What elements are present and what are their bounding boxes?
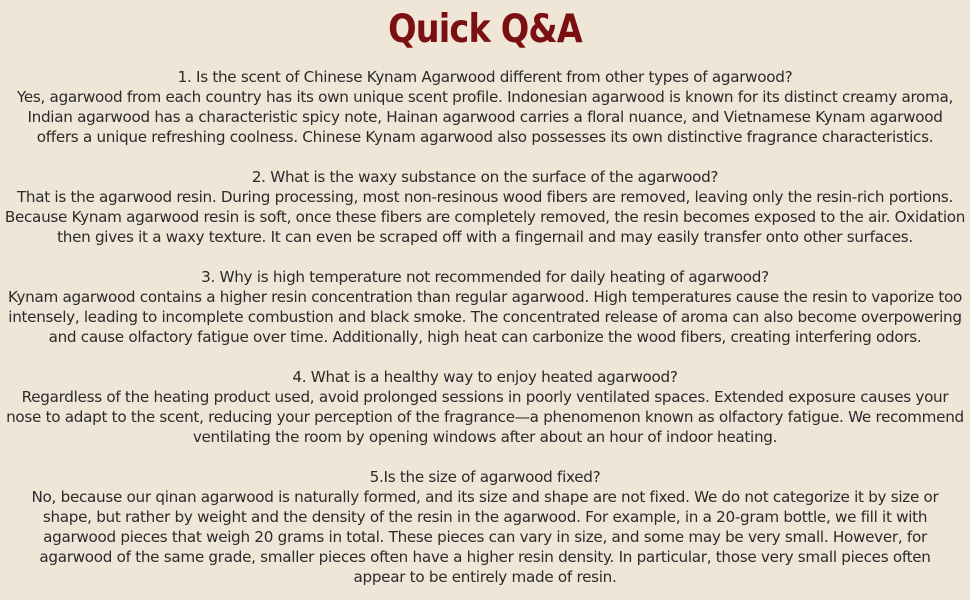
answer-2: That is the agarwood resin. During processing, most non-resinous wood fibers are removed, leaving only the resin-rich portions. Because Kynam agarwood resin is soft, once these fibers are completely removed, the resin becomes exposed to the air. Oxidation then gives it a waxy texture. It can even be scraped off with a fingernail and may easily transfer onto other surfaces. — [4, 188, 966, 246]
answer-3: Kynam agarwood contains a higher resin concentration than regular agarwood. High temperatures cause the resin to vaporize too intensely, leading to incomplete combustion and black smoke. The concentrated release of aroma can also become overpowering and cause olfactory fatigue over time. Additionally, high heat can carbonize the wood fibers, creating interfering odors. — [7, 288, 963, 346]
qa-item-4 — [0, 367, 970, 447]
question-5: 5.Is the size of agarwood fixed? — [369, 468, 601, 486]
answer-4: Regardless of the heating product used, avoid prolonged sessions in poorly ventilated spaces. Extended exposure causes your nose to adapt to the scent, reducing your perception of the fragrance—a phenomenon known as olfactory fatigue. We recommend ventilating the room by opening windows after about an hour of indoor heating. — [6, 388, 964, 446]
question-4: 4. What is a healthy way to enjoy heated agarwood? — [292, 368, 678, 386]
qa-item-1 — [0, 67, 970, 147]
qa-item-2 — [0, 167, 970, 247]
question-2: 2. What is the waxy substance on the surface of the agarwood? — [251, 168, 719, 186]
qa-item-5 — [0, 467, 970, 587]
page-title: Quick Q&A — [388, 7, 582, 52]
question-1: 1. Is the scent of Chinese Kynam Agarwood different from other types of agarwood? — [177, 68, 793, 86]
qa-list — [0, 67, 970, 587]
qa-item-3 — [0, 267, 970, 347]
question-3: 3. Why is high temperature not recommended for daily heating of agarwood? — [201, 268, 769, 286]
answer-1: Yes, agarwood from each country has its own unique scent profile. Indonesian agarwood is known for its distinct creamy aroma, Indian agarwood has a characteristic spicy note, Hainan agarwood carries a floral nuance, and Vietnamese Kynam agarwood offers a unique refreshing coolness. Chinese Kynam agarwood also possesses its own distinctive fragrance characteristics. — [16, 88, 954, 146]
answer-5: No, because our qinan agarwood is naturally formed, and its size and shape are not fixed. We do not categorize it by size or shape, but rather by weight and the density of the resin in the agarwood. For example, in a 20-gram bottle, we fill it with agarwood pieces that weigh 20 grams in total. These pieces can vary in size, and some may be very small. However, for agarwood of the same grade, smaller pieces often have a higher resin density. In particular, those very small pieces often appear to be entirely made of resin. — [31, 488, 939, 586]
